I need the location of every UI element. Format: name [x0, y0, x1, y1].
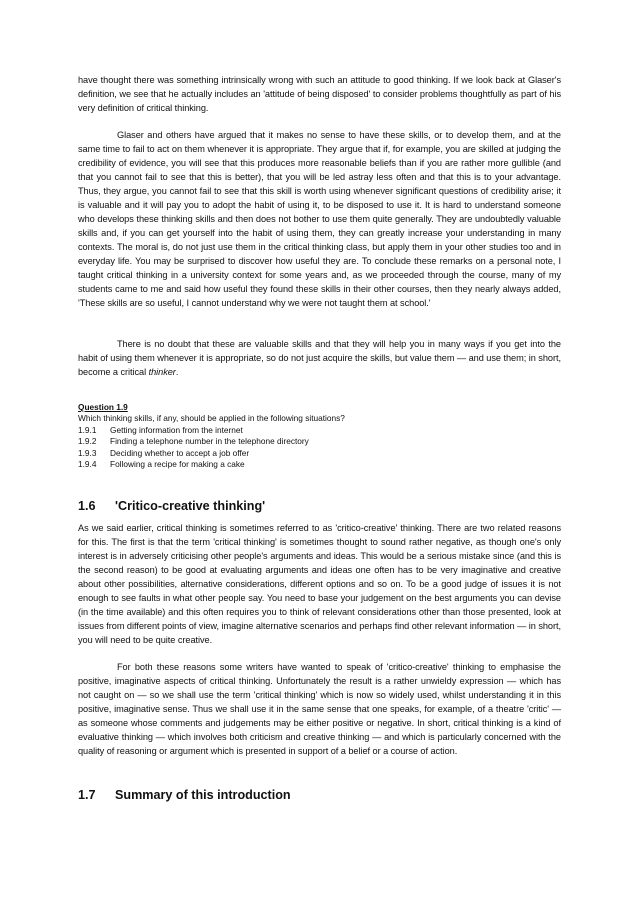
- paragraph-glaser-argument: Glaser and others have argued that it makes no sense to have these skills, or to develop them, and at the same time to fail to act on them whenever it is appropriate. They argue that if, for example, you are skilled at judging the credibility of evidence, you will see that this produces more reasonable beliefs than if you are rather more gullible (and that you cannot fail to see that this is better), that you will be led astray less often and that this is to your advantage. Thus, they argue, you cannot fail to see that this skill is worth using whenever significant questions of credibility arise; it is valuable and it will pay you to adopt the habit of using it, to be disposed to use it. It is hard to understand someone who develops these thinking skills and then does not bother to use them quite generally. They are undoubtedly valuable skills and, if you can get yourself into the habit of using them, they can greatly increase your understanding in many contexts. The moral is, do not just use them in the critical thinking class, but apply them in your other studies too and in everyday life. You may be surprised to discover how useful they are. To conclude these remarks on a personal note, I taught critical thinking in a university context for some years and, as we proceeded through the course, many of my students came to me and said how useful they found these skills in their other courses, then they nearly always added, 'These skills are so useful, I cannot understand why we were not taught them at school.': [78, 130, 561, 308]
- question-item: [78, 448, 561, 459]
- question-block: [78, 402, 561, 470]
- paragraph-valuable-skills: [78, 337, 561, 379]
- section-title: Summary of this introduction: [115, 788, 291, 803]
- question-item-number: 1.9.3: [78, 447, 97, 458]
- question-item-text: Getting information from the internet: [110, 424, 243, 435]
- question-item: [78, 459, 561, 470]
- paragraph-intro-continuation: have thought there was something intrinsically wrong with such an attitude to good thinking. If we look back at Glaser's definition, we see that he actually includes an 'attitude of being disposed' to consider problems thoughtfully as part of his very definition of critical thinking.: [78, 75, 561, 113]
- question-item: [78, 436, 561, 447]
- question-item-number: 1.9.2: [78, 436, 97, 447]
- question-prompt: Which thinking skills, if any, should be applied in the following situations?: [78, 413, 345, 424]
- paragraph-valuable-skills-text: There is no doubt that these are valuable skills and that they will help you in many ways if you get into the habit of using them whenever it is appropriate, so do not just acquire the skills, but value them — and use them; in short, become a critical: [78, 339, 561, 377]
- paragraph-critico-creative-reasons: As we said earlier, critical thinking is sometimes referred to as 'critico-creative' thinking. There are two related reasons for this. The first is that the term 'critical thinking' is sometimes thought to sound rather negative, as though one's only interest is in adversely criticising other people's arguments and ideas. This would be a serious mistake since (and this is the second reason) to be good at evaluating arguments and ideas one often has to be very imaginative and creative about other possibilities, alternative considerations, different options and so on. To be a good judge of issues it is not enough to see faults in what other people say. You need to base your judgement on the best arguments you can devise (in the time available) and this often requires you to think of relevant considerations other than those presented, look at issues from different points of view, imagine alternative scenarios and perhaps find other relevant information — in short, you will need to be quite creative.: [78, 523, 561, 646]
- section-heading-summary: [78, 788, 561, 802]
- question-title: Question 1.9: [78, 402, 128, 412]
- section-number: 1.7: [78, 788, 96, 803]
- question-item-text: Finding a telephone number in the telephone directory: [110, 436, 309, 447]
- section-title: 'Critico-creative thinking': [115, 499, 266, 514]
- question-item: [78, 425, 561, 436]
- question-item-text: Following a recipe for making a cake: [110, 459, 245, 470]
- question-item-text: Deciding whether to accept a job offer: [110, 447, 250, 458]
- paragraph-critico-creative-usage: For both these reasons some writers have wanted to speak of 'critico-creative' thinking to emphasise the positive, imaginative aspects of critical thinking. Unfortunately the result is a rather unwieldy expression — which has not caught on — so we shall use the term 'critical thinking' which is now so widely used, whilst understanding it in this positive, imaginative sense. Thus we shall use it in the same sense that one speaks, for example, of a theatre 'critic' — as someone whose comments and judgements may be either positive or negative. In short, critical thinking is a kind of evaluative thinking — which involves both criticism and creative thinking — and which is particularly concerned with the quality of reasoning or argument which is presented in support of a belief or a course of action.: [78, 662, 561, 757]
- question-item-number: 1.9.1: [78, 424, 97, 435]
- document-page: [78, 73, 561, 802]
- paragraph-end-period: .: [175, 367, 179, 377]
- section-heading-critico-creative: [78, 499, 561, 513]
- emphasis-thinker: thinker: [148, 367, 176, 377]
- section-number: 1.6: [78, 499, 96, 514]
- question-item-number: 1.9.4: [78, 459, 97, 470]
